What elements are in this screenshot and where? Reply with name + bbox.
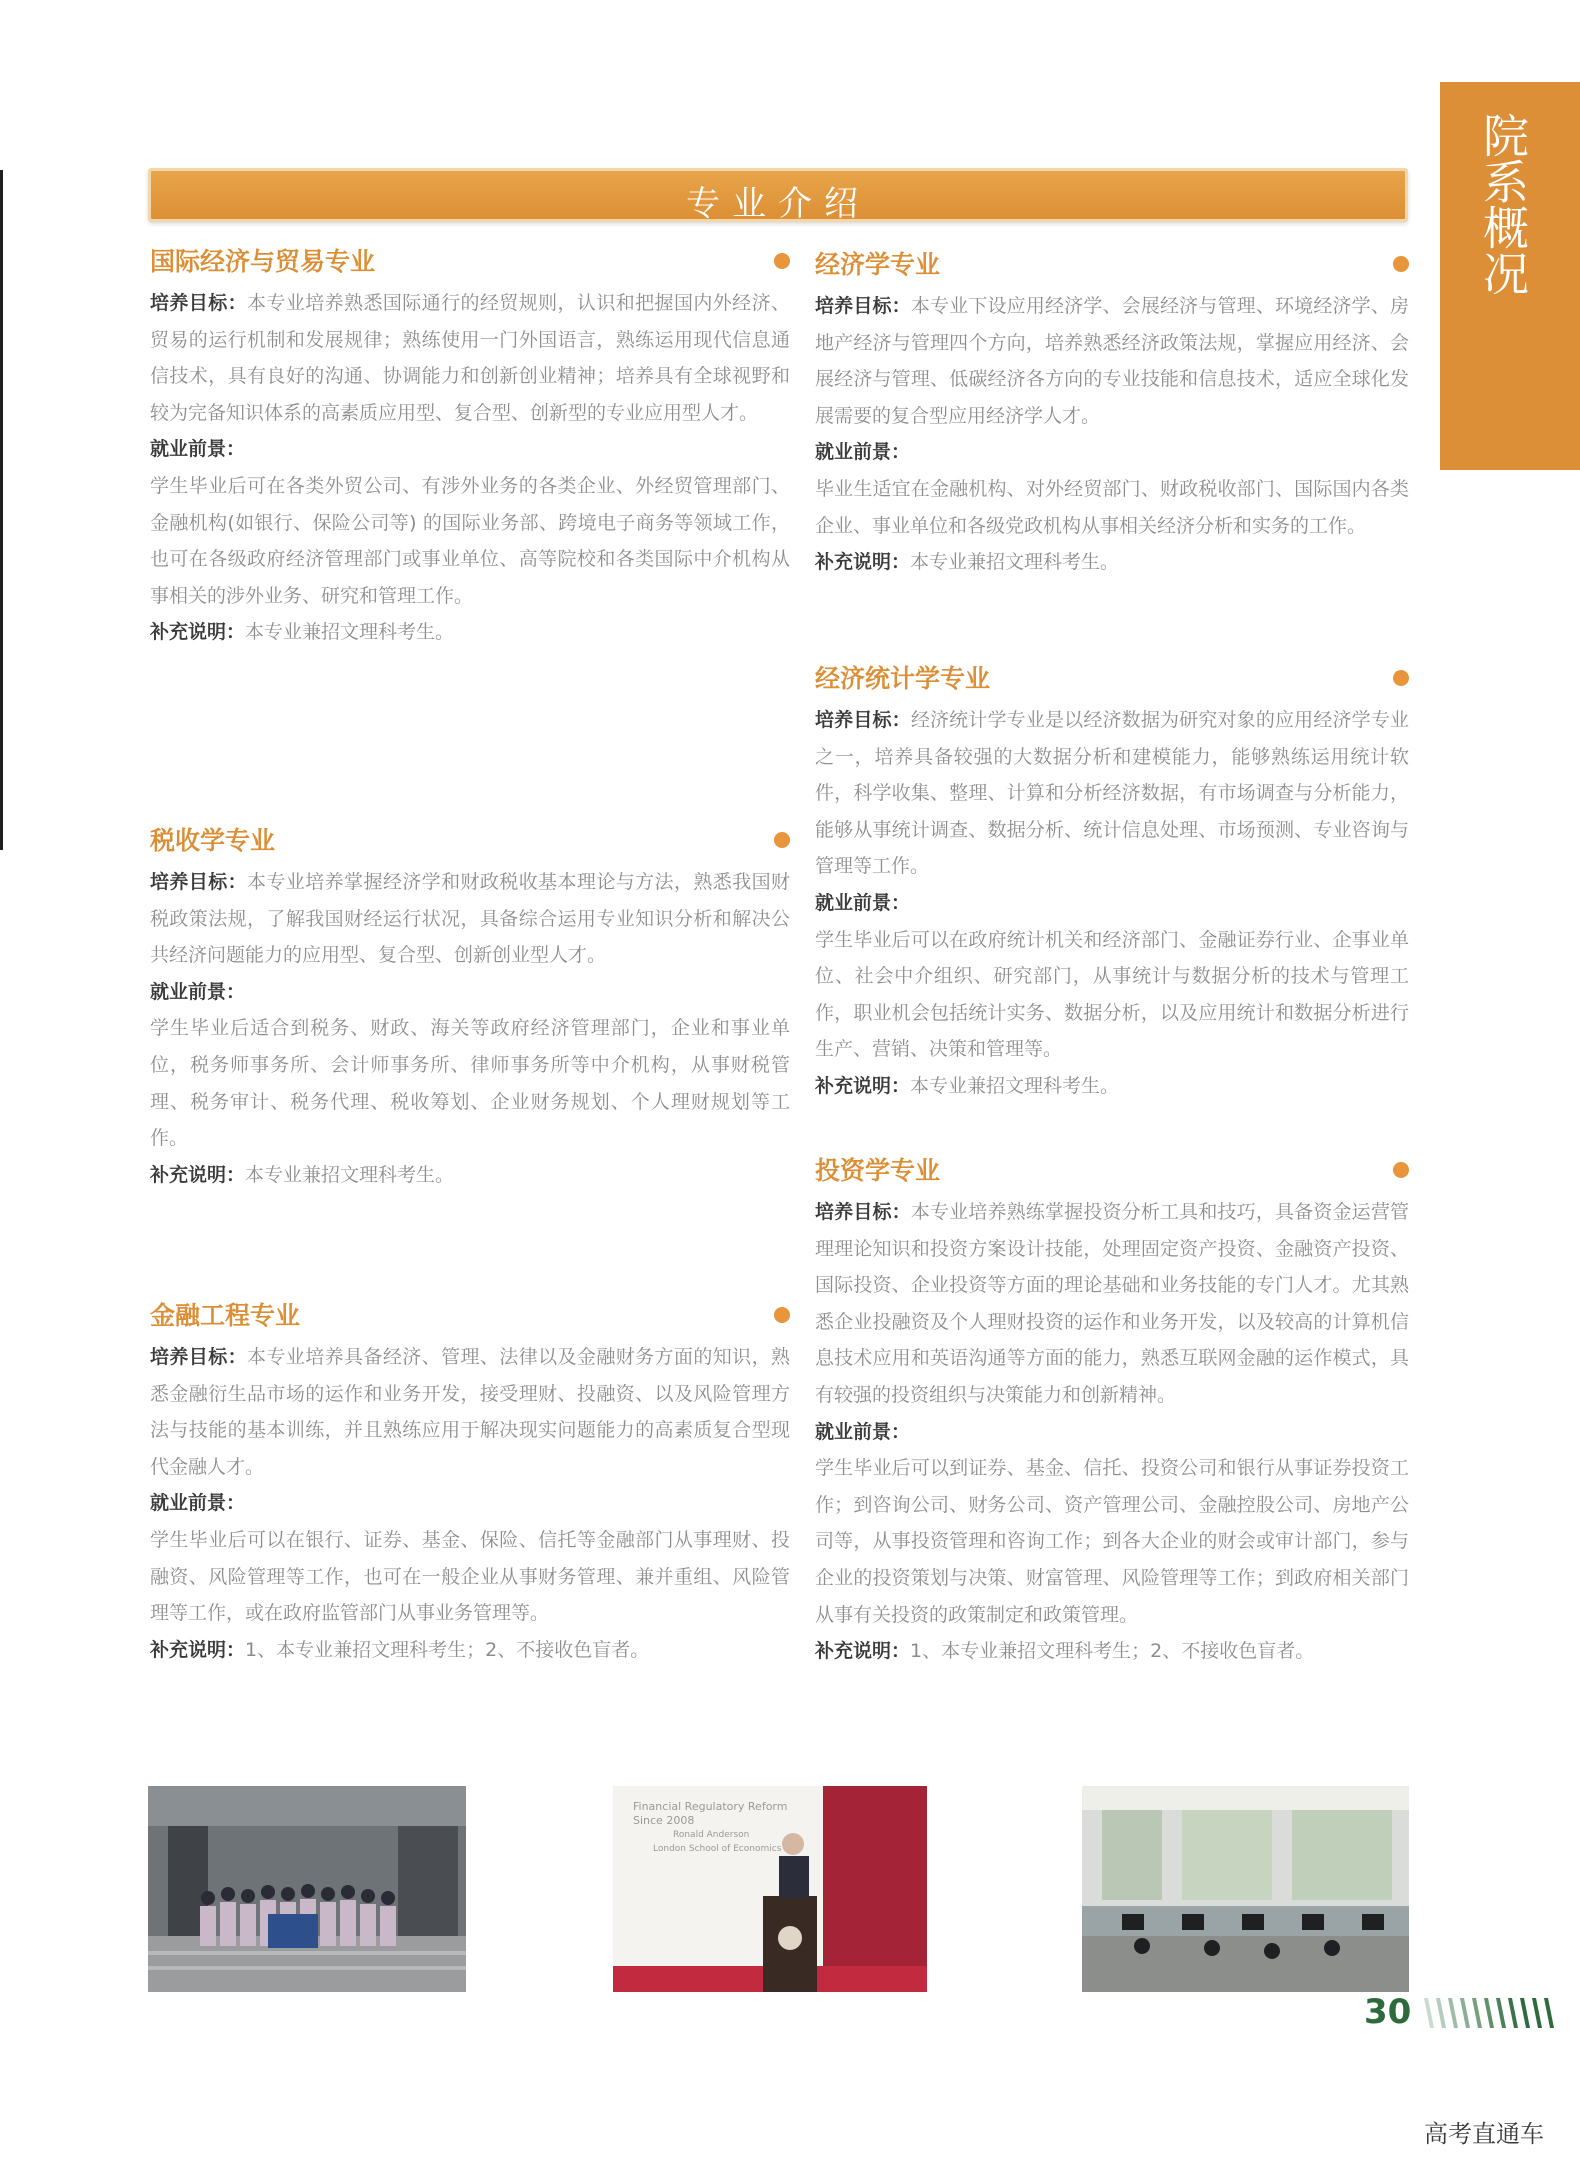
section-title-bar [148, 168, 1408, 222]
major-title: 金融工程专业 [150, 1301, 301, 1330]
major-investment [815, 1152, 1409, 1670]
lecture-slide-speaker: Ronald Anderson [673, 1830, 750, 1840]
major-note: 补充说明：本专业兼招文理科考生。 [150, 1163, 455, 1186]
bullet-dot-icon [774, 253, 790, 269]
major-prospect: 学生毕业后可以到证券、基金、信托、投资公司和银行从事证券投资工作；到咨询公司、财务公司、资产管理公司、金融控股公司、房地产公司等，从事投资管理和咨询工作；到各大企业的财会或审计部门，参与企业的投资策划与决策、财富管理、风险管理等工作；到政府相关部门从事有关投资的政策制定和政策管理。 [815, 1457, 1409, 1626]
lecture-slide-school: London School of Economics [653, 1844, 782, 1854]
bullet-dot-icon [1393, 1162, 1409, 1178]
major-note: 补充说明：本专业兼招文理科考生。 [815, 551, 1120, 574]
major-prospect-label: 就业前景： [150, 980, 246, 1003]
major-title: 投资学专业 [815, 1156, 941, 1185]
bullet-dot-icon [774, 832, 790, 848]
major-goal: 培养目标：本专业培养熟练掌握投资分析工具和技巧，具备资金运营管理理论知识和投资方案设计技能，处理固定资产投资、金融资产投资、国际投资、企业投资等方面的理论基础和业务技能的专门人才。尤其熟悉企业投融资及个人理财投资的运作和业务开发，以及较高的计算机信息技术应用和英语沟通等方面的能力，熟悉互联网金融的运作模式，具有较强的投资组织与决策能力和创新精神。 [815, 1201, 1409, 1406]
major-prospect-label: 就业前景： [815, 441, 911, 464]
major-title: 经济学专业 [815, 250, 941, 279]
major-note: 补充说明：本专业兼招文理科考生。 [150, 621, 455, 644]
major-goal: 培养目标：本专业下设应用经济学、会展经济与管理、环境经济学、房地产经济与管理四个方向，培养熟悉经济政策法规，掌握应用经济、会展经济与管理、低碳经济各方向的专业技能和信息技术，适应全球化发展需要的复合型应用经济学人才。 [815, 295, 1409, 427]
left-edge-line [0, 170, 3, 850]
major-prospect-label: 就业前景： [815, 891, 911, 914]
bullet-dot-icon [1393, 670, 1409, 686]
major-goal: 培养目标：本专业培养具备经济、管理、法律以及金融财务方面的知识，熟悉金融衍生品市场的运作和业务开发，接受理财、投融资、以及风险管理方法与技能的基本训练，并且熟练应用于解决现实问题能力的高素质复合型现代金融人才。 [150, 1346, 790, 1478]
chapter-side-tab-label: 院系概况 [1476, 112, 1530, 296]
major-taxation [150, 822, 790, 1193]
major-international-trade [150, 243, 790, 651]
major-prospect: 学生毕业后适合到税务、财政、海关等政府经济管理部门，企业和事业单位，税务师事务所、会计师事务所、律师事务所等中介机构，从事财税管理、税务审计、税务代理、税收筹划、企业财务规划、个人理财规划等工作。 [150, 1017, 790, 1150]
page-number-stripes [1420, 1998, 1560, 2028]
major-financial-engineering [150, 1297, 790, 1668]
major-prospect: 学生毕业后可在各类外贸公司、有涉外业务的各类企业、外经贸管理部门、金融机构(如银行、保险公司等) 的国际业务部、跨境电子商务等领域工作，也可在各级政府经济管理部门或事业单位、高等院校和各类国际中介机构从事相关的涉外业务、研究和管理工作。 [150, 474, 790, 607]
bullet-dot-icon [774, 1307, 790, 1323]
major-prospect-label: 就业前景： [815, 1420, 911, 1443]
major-prospect: 学生毕业后可以在政府统计机关和经济部门、金融证券行业、企事业单位、社会中介组织、研究部门，从事统计与数据分析的技术与管理工作，职业机会包括统计实务、数据分析，以及应用统计和数据分析进行生产、营销、决策和管理等。 [815, 928, 1409, 1061]
major-prospect-label: 就业前景： [150, 1492, 246, 1515]
section-title: 专业介绍 [686, 184, 870, 224]
major-note: 补充说明：1、本专业兼招文理科考生；2、不接收色盲者。 [815, 1640, 1315, 1663]
photo-group-students [148, 1786, 466, 1992]
major-goal: 培养目标：本专业培养熟悉国际通行的经贸规则，认识和把握国内外经济、贸易的运行机制和发展规律；熟练使用一门外国语言，熟练运用现代信息通信技术，具有良好的沟通、协调能力和创新创业精神；培养具有全球视野和较为完备知识体系的高素质应用型、复合型、创新型的专业应用型人才。 [150, 292, 790, 424]
lecture-slide-title: Financial Regulatory Reform Since 2008 [633, 1800, 788, 1827]
major-goal: 培养目标：经济统计学专业是以经济数据为研究对象的应用经济学专业之一，培养具备较强的大数据分析和建模能力，能够熟练运用统计软件，科学收集、整理、计算和分析经济数据，有市场调查与分析能力，能够从事统计调查、数据分析、统计信息处理、市场预测、专业咨询与管理等工作。 [815, 709, 1409, 878]
page-number: 30 [1364, 1992, 1412, 2032]
major-economic-statistics [815, 660, 1409, 1105]
major-economics [815, 246, 1409, 581]
major-title: 经济统计学专业 [815, 664, 991, 693]
major-prospect: 毕业生适宜在金融机构、对外经贸部门、财政税收部门、国际国内各类企业、事业单位和各级党政机构从事相关经济分析和实务的工作。 [815, 477, 1409, 537]
major-note: 补充说明：1、本专业兼招文理科考生；2、不接收色盲者。 [150, 1638, 650, 1661]
photo-trading-lab [1082, 1786, 1409, 1992]
major-note: 补充说明：本专业兼招文理科考生。 [815, 1074, 1120, 1097]
major-goal: 培养目标：本专业培养掌握经济学和财政税收基本理论与方法，熟悉我国财税政策法规，了解我国财经运行状况，具备综合运用专业知识分析和解决公共经济问题能力的应用型、复合型、创新创业型人才。 [150, 871, 790, 967]
major-title: 税收学专业 [150, 826, 276, 855]
major-prospect-label: 就业前景： [150, 438, 246, 461]
major-prospect: 学生毕业后可以在银行、证券、基金、保险、信托等金融部门从事理财、投融资、风险管理等工作，也可在一般企业从事财务管理、兼并重组、风险管理等工作，或在政府监管部门从事业务管理等。 [150, 1528, 790, 1625]
watermark-text: 高考直通车 [1424, 2120, 1544, 2148]
chapter-side-tab [1440, 82, 1580, 470]
major-title: 国际经济与贸易专业 [150, 247, 376, 276]
photo-lecture [613, 1786, 927, 1992]
bullet-dot-icon [1393, 256, 1409, 272]
